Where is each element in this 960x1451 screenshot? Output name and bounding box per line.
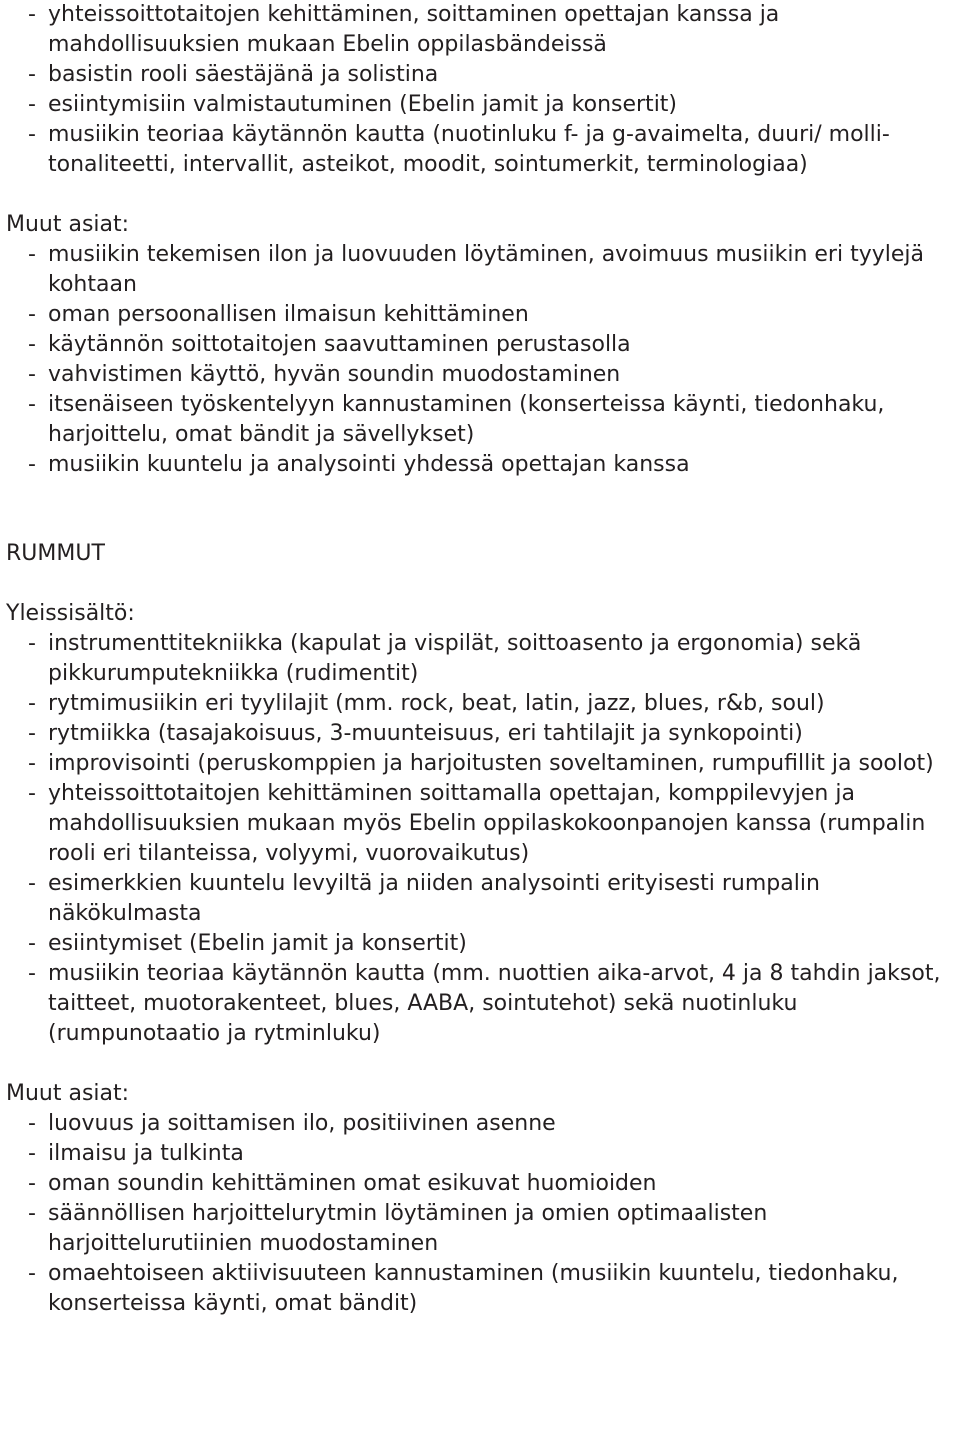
list-item: - esiintymisiin valmistautuminen (Ebelin jamit ja konsertit): [6, 90, 960, 120]
drums-content-list: [6, 629, 960, 1049]
drums-other-topics-list: [6, 1109, 960, 1319]
list-item: - esiintymiset (Ebelin jamit ja konsertit): [6, 929, 960, 959]
list-item: - luovuus ja soittamisen ilo, positiivinen asenne: [6, 1109, 960, 1139]
list-item: - rytmiikka (tasajakoisuus, 3-muunteisuus, eri tahtilajit ja synkopointi): [6, 719, 960, 749]
general-content-heading: Yleissisältö:: [6, 601, 135, 626]
list-item: - oman soundin kehittäminen omat esikuvat huomioiden: [6, 1169, 960, 1199]
list-item: - esimerkkien kuuntelu levyiltä ja niiden analysointi erityisesti rumpalin näkökulmasta: [6, 869, 960, 929]
other-topics-heading: Muut asiat:: [6, 1081, 130, 1106]
list-item: - rytmimusiikin eri tyylilajit (mm. rock, beat, latin, jazz, blues, r&b, soul): [6, 689, 960, 719]
list-item: - omaehtoiseen aktiivisuuteen kannustaminen (musiikin kuuntelu, tiedonhaku, konserteissa käynti, omat bändit): [6, 1259, 960, 1319]
list-item: - musiikin teoriaa käytännön kautta (mm. nuottien aika-arvot, 4 ja 8 tahdin jaksot, taitteet, muotorakenteet, blues, AABA, sointutehot) sekä nuotinluku (rumpunotaatio ja rytminluku): [6, 959, 960, 1049]
list-item: - oman persoonallisen ilmaisun kehittäminen: [6, 300, 960, 330]
drums-section-title: RUMMUT: [6, 541, 105, 566]
list-item: - yhteissoittotaitojen kehittäminen, soittaminen opettajan kanssa ja mahdollisuuksien mukaan Ebelin oppilasbändeissä: [6, 0, 960, 60]
list-item: - yhteissoittotaitojen kehittäminen soittamalla opettajan, komppilevyjen ja mahdollisuuksien mukaan myös Ebelin oppilaskokoonpanojen kanssa (rumpalin rooli eri tilanteissa, volyymi, vuorovaikutus): [6, 779, 960, 869]
bass-other-topics-list: [6, 240, 960, 480]
list-item: - vahvistimen käyttö, hyvän soundin muodostaminen: [6, 360, 960, 390]
list-item: - musiikin teoriaa käytännön kautta (nuotinluku f- ja g-avaimelta, duuri/ molli-tonaliteetti, intervallit, asteikot, moodit, sointumerkit, terminologiaa): [6, 120, 960, 180]
list-item: - instrumenttitekniikka (kapulat ja vispilät, soittoasento ja ergonomia) sekä pikkurumputekniikka (rudimentit): [6, 629, 960, 689]
list-item: - musiikin tekemisen ilon ja luovuuden löytäminen, avoimuus musiikin eri tyylejä kohtaan: [6, 240, 960, 300]
bass-content-list: [6, 0, 960, 180]
list-item: - basistin rooli säestäjänä ja solistina: [6, 60, 960, 90]
list-item: - itsenäiseen työskentelyyn kannustaminen (konserteissa käynti, tiedonhaku, harjoittelu, omat bändit ja sävellykset): [6, 390, 960, 450]
other-topics-heading: Muut asiat:: [6, 212, 130, 237]
list-item: - improvisointi (peruskomppien ja harjoitusten soveltaminen, rumpufillit ja soolot): [6, 749, 960, 779]
list-item: - käytännön soittotaitojen saavuttaminen perustasolla: [6, 330, 960, 360]
list-item: - ilmaisu ja tulkinta: [6, 1139, 960, 1169]
list-item: - musiikin kuuntelu ja analysointi yhdessä opettajan kanssa: [6, 450, 960, 480]
list-item: - säännöllisen harjoittelurytmin löytäminen ja omien optimaalisten harjoittelurutiinien muodostaminen: [6, 1199, 960, 1259]
